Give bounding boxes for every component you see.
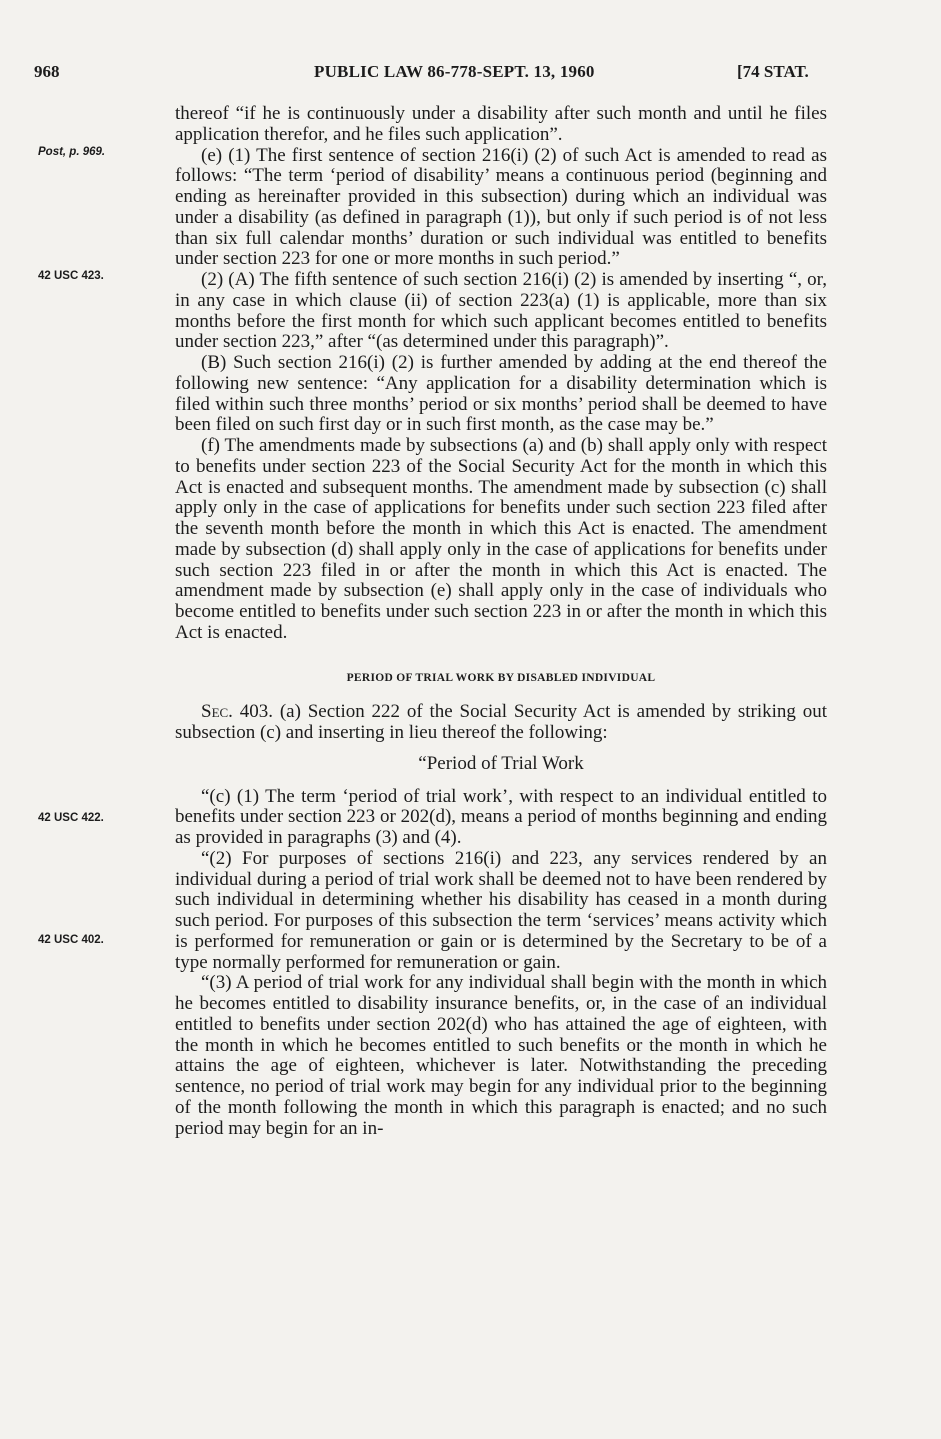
statute-body — [175, 104, 827, 1139]
paragraph-b: (B) Such section 216(i) (2) is further amended by adding at the end thereof the following new sentence: “Any application for a disability determination which is filed within such three months’ period or six months’ period shall be deemed to have been filed on such first day or in such first month, as the case may be.” — [175, 352, 827, 436]
margin-note-42-usc-423: 42 USC 423. — [38, 270, 104, 282]
paragraph-2a: (2) (A) The fifth sentence of such section 216(i) (2) is amended by inserting “, or, in any case in which clause (ii) of section 223(a) (1) is applicable, more than six months before the first month for which such applicant becomes entitled to benefits under section 223,” after “(as determined under this paragraph)”. — [175, 269, 827, 353]
margin-note-42-usc-422: 42 USC 422. — [38, 812, 104, 824]
margin-note-42-usc-402: 42 USC 402. — [38, 934, 104, 946]
paragraph-c1: “(c) (1) The term ‘period of trial work’, with respect to an individual entitled to benefits under section 223 or 202(d), means a period of months beginning and ending as provided in paragraphs (3) and (4). — [175, 785, 827, 848]
paragraph: thereof “if he is continuously under a disability after such month and until he files application therefor, and he files such application”. — [175, 103, 827, 145]
section-label: Sec. 403. — [201, 701, 273, 723]
paragraph-c2: “(2) For purposes of sections 216(i) and 223, any services rendered by an individual during a period of trial work shall be deemed not to have been rendered by such individual in determining whether his disability has ceased in a month during such period. For purposes of this subsection the term ‘services’ means activity which is performed for remuneration or gain or is determined by the Secretary to be of a type normally performed for remuneration or gain. — [175, 847, 827, 973]
paragraph-f: (f) The amendments made by subsections (a) and (b) shall apply only with respect to benefits under section 223 of the Social Security Act for the month in which this Act is enacted and subsequent months. The amendment made by subsection (c) shall apply only in the case of applications for benefits under such section 223 filed after the seventh month before the month in which this Act is enacted. The amendment made by subsection (d) shall apply only in the case of applications for benefits under such section 223 filed in or after the month in which this Act is enacted. The amendment made by subsection (e) shall apply only in the case of individuals who become entitled to benefits under such section 223 in or after the month in which this Act is enacted. — [175, 435, 827, 643]
running-title: PUBLIC LAW 86-778-SEPT. 13, 1960 — [314, 62, 595, 81]
section-heading: PERIOD OF TRIAL WORK BY DISABLED INDIVIDUAL — [346, 671, 656, 684]
paragraph-e1: (e) (1) The first sentence of section 216(i) (2) of such Act is amended to read as follows: “The term ‘period of disability’ means a continuous period (beginning and ending as hereinafter provided in this subsection) during which an individual was under a disability (as defined in paragraph (1)), but only if such period is of not less than six full calendar months’ duration or such individual was entitled to benefits under section 223 for one or more months in such period.” — [175, 144, 827, 270]
section-403-paragraph — [175, 702, 827, 744]
section-403-text: (a) Section 222 of the Social Security Act is amended by striking out subsection (c) and inserting in lieu thereof the following: — [175, 701, 828, 743]
margin-note-post: Post, p. 969. — [38, 146, 106, 158]
subsection-heading: “Period of Trial Work — [418, 752, 584, 774]
page-number: 968 — [34, 62, 60, 81]
statute-reference: [74 STAT. — [737, 62, 809, 81]
page-header — [34, 62, 834, 88]
paragraph-c3: “(3) A period of trial work for any individual shall begin with the month in which he becomes entitled to disability insurance benefits, or, in the case of an individual entitled to benefits under section 202(d) who has attained the age of eighteen, with the month in which he becomes entitled to such benefits or the month in which he attains the age of eighteen, whichever is later. Notwithstanding the preceding sentence, no period of trial work may begin for any individual prior to the beginning of the month following the month in which this paragraph is enacted; and no such period may begin for an in- — [175, 972, 827, 1139]
